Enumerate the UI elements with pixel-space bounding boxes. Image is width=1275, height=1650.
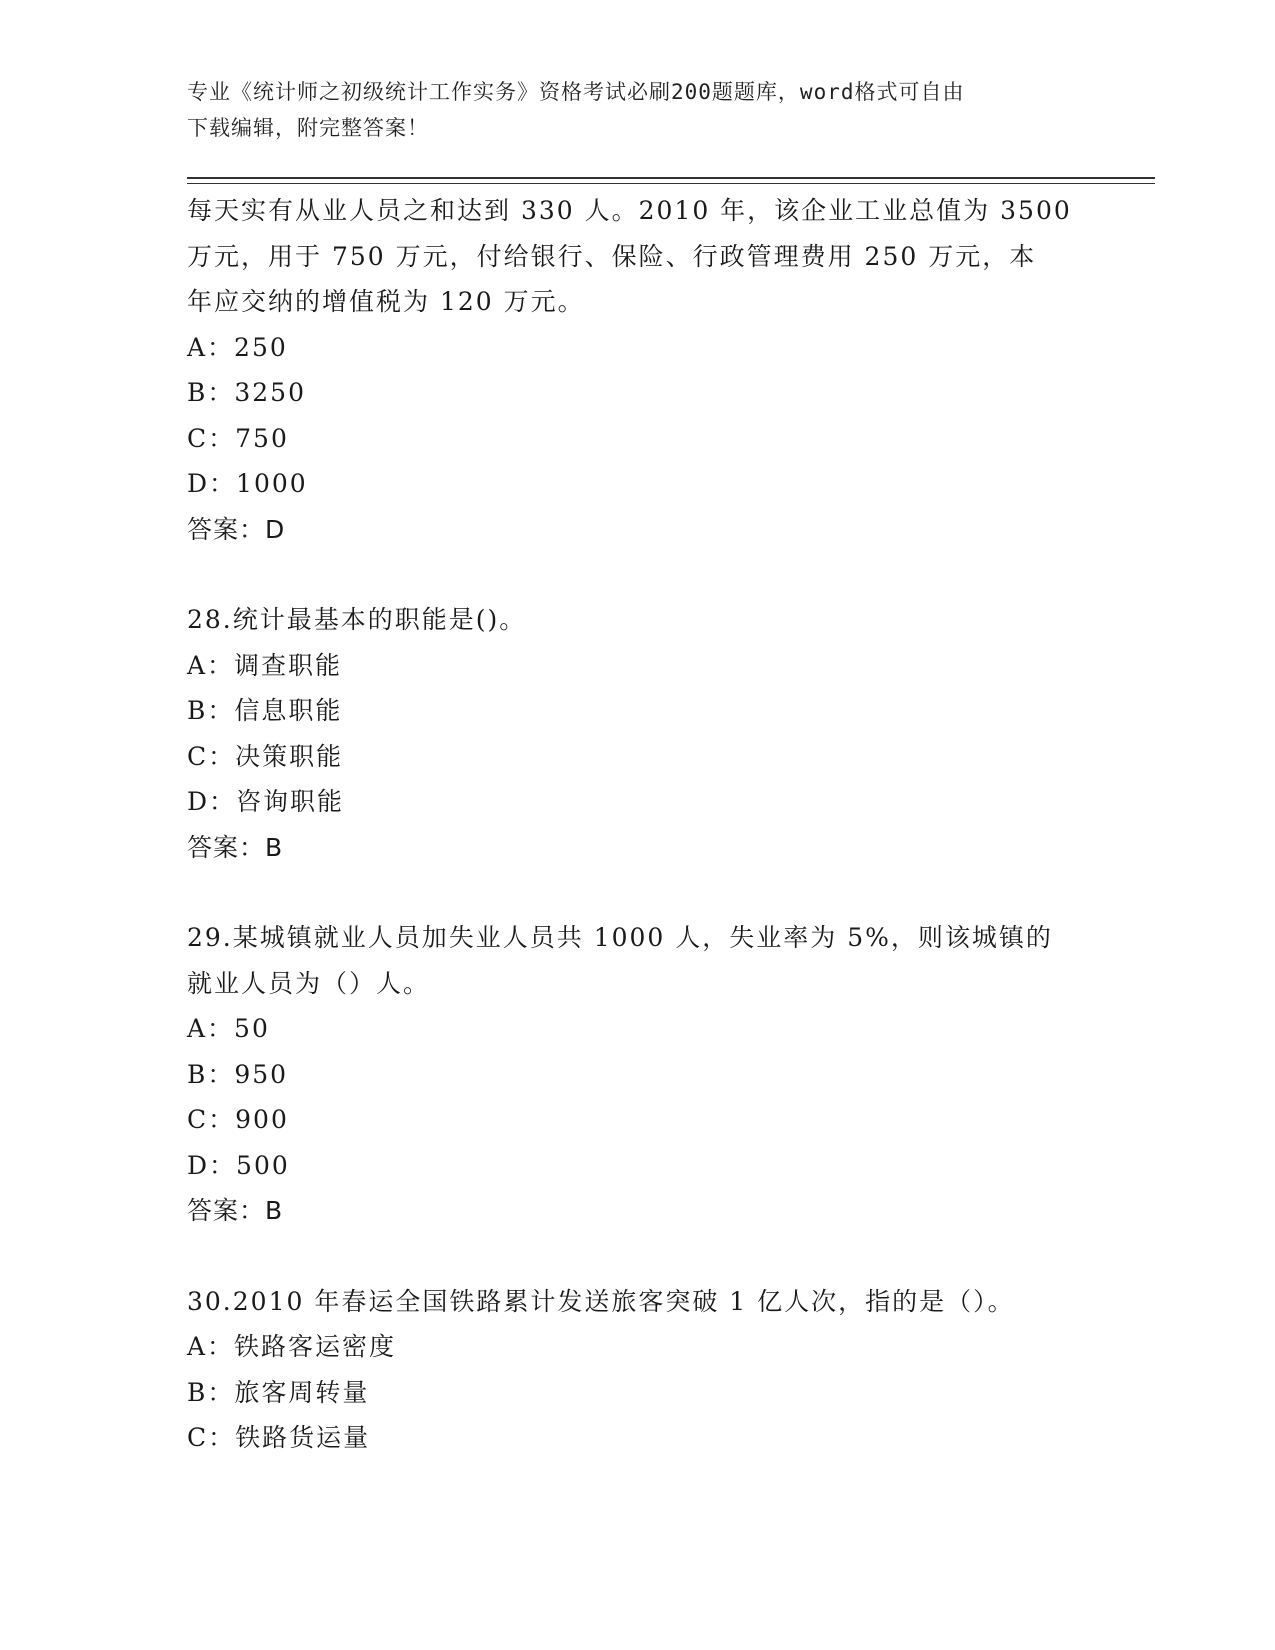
question-text-line: 年应交纳的增值税为 120 万元。 (187, 287, 585, 316)
option-a: A：50 (187, 1014, 270, 1043)
header-line-2: 下载编辑，附完整答案！ (187, 116, 429, 140)
question-30 (187, 1279, 1087, 1461)
option-c: C：铁路货运量 (187, 1423, 371, 1452)
question-text-line: 29.某城镇就业人员加失业人员共 1000 人，失业率为 5%，则该城镇的 (187, 923, 1053, 952)
document-body (187, 188, 1087, 1461)
option-b: B：950 (187, 1059, 289, 1089)
spacer (187, 1234, 1087, 1279)
option-a: A：调查职能 (187, 650, 343, 680)
header-divider-thin (187, 183, 1155, 184)
question-29 (187, 915, 1087, 1234)
question-text-line: 就业人员为（）人。 (187, 968, 431, 998)
option-c: C：900 (187, 1105, 289, 1134)
question-28 (187, 597, 1087, 870)
spacer (187, 870, 1087, 915)
document-header (187, 74, 1077, 146)
header-line-1: 专业《统计师之初级统计工作实务》资格考试必刷200题题库，word格式可自由 (187, 80, 965, 104)
header-divider-thick (187, 177, 1155, 179)
option-d: D：1000 (187, 469, 308, 498)
option-c: C：750 (187, 423, 289, 453)
answer-line: 答案：B (187, 1196, 284, 1225)
option-a: A：250 (187, 332, 288, 362)
question-text-line: 28.统计最基本的职能是()。 (187, 605, 527, 634)
option-d: D：咨询职能 (187, 787, 345, 816)
question-text-line: 每天实有从业人员之和达到 330 人。2010 年，该企业工业总值为 3500 (187, 196, 1072, 225)
question-text-line: 万元，用于 750 万元，付给银行、保险、行政管理费用 250 万元，本 (187, 241, 1037, 271)
option-b: B：旅客周转量 (187, 1377, 370, 1407)
option-a: A：铁路客运密度 (187, 1332, 397, 1361)
question-27 (187, 188, 1087, 552)
question-text-line: 30.2010 年春运全国铁路累计发送旅客突破 1 亿人次，指的是（）。 (187, 1286, 1015, 1316)
option-d: D：500 (187, 1150, 290, 1180)
spacer (187, 552, 1087, 597)
option-c: C：决策职能 (187, 741, 344, 771)
answer-line: 答案：B (187, 832, 284, 862)
option-b: B：信息职能 (187, 696, 343, 725)
answer-line: 答案：D (187, 514, 286, 544)
option-b: B：3250 (187, 378, 306, 407)
